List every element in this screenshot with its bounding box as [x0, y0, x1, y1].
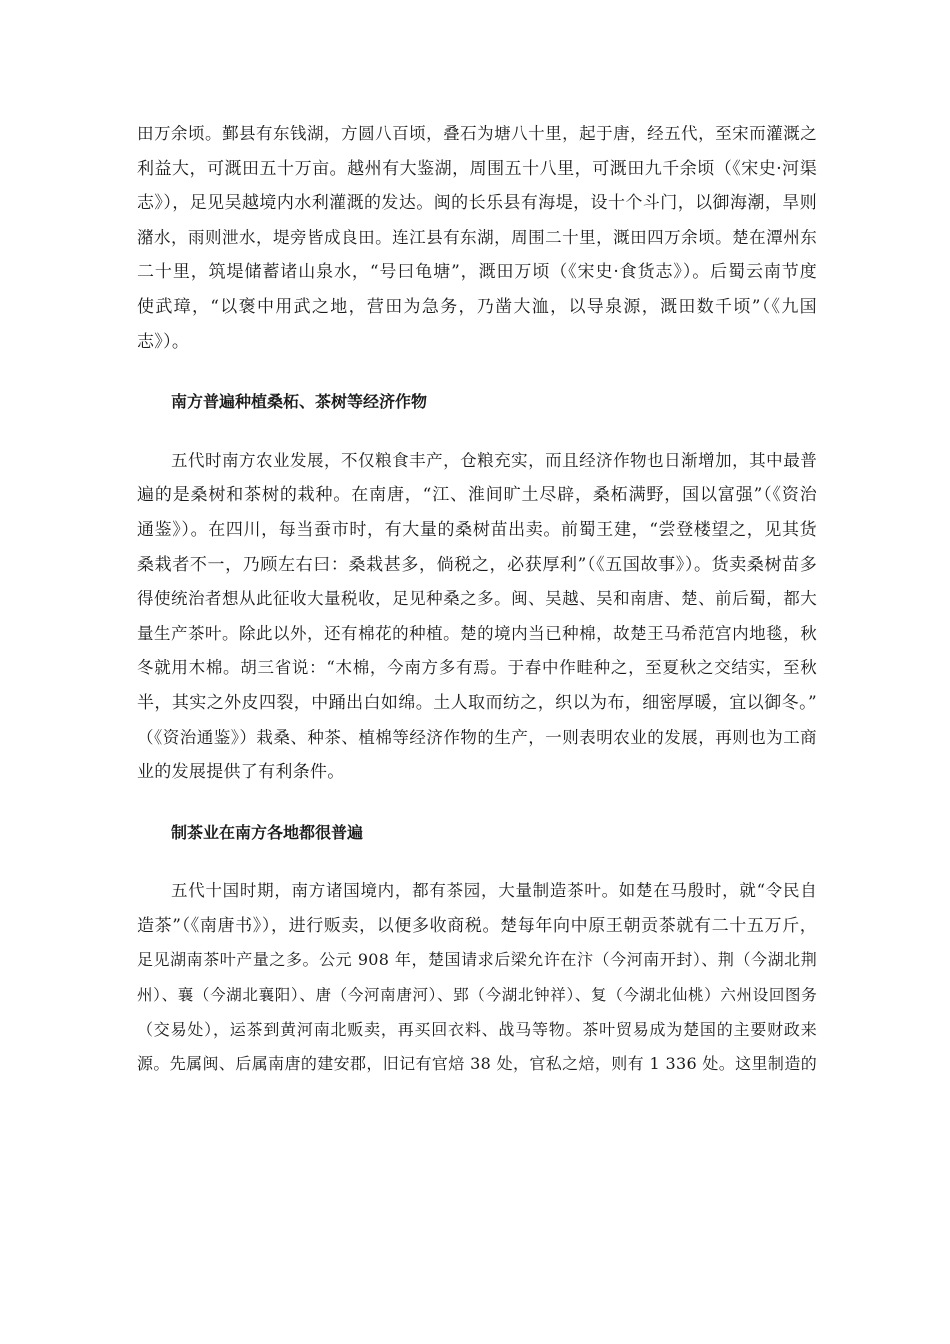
- text-line: 五代十国时期，南方诸国境内，都有茶园，大量制造茶叶。如楚在马殷时，就“令民自: [171, 881, 817, 901]
- text-line: 志》）。: [137, 331, 190, 352]
- text-line: 得使统治者想从此征收大量税收，足见种桑之多。闽、吴越、吴和南唐、楚、前后蜀，都大: [137, 589, 817, 609]
- text-line: 造茶”（《南唐书》），进行贩卖，以便多收商税。楚每年向中原王朝贡茶就有二十五万斤，: [137, 915, 817, 936]
- text-line: 源。先属闽、后属南唐的建安郡，旧记有官焙 38 处，官私之焙，则有 1 336 处。这里制造的: [137, 1054, 817, 1074]
- text-line: 业的发展提供了有利条件。: [137, 762, 345, 783]
- section-heading-cash-crops: 南方普遍种植桑柘、茶树等经济作物: [171, 392, 428, 412]
- text-line: 遍的是桑树和茶树的栽种。在南唐，“江、淮间旷土尽辟，桑柘满野，国以富强”（《资治: [137, 485, 817, 506]
- text-line: 二十里，筑堤储蓄诸山泉水，“号曰龟塘”，溉田万顷（《宋史·食货志》）。后蜀云南节度: [137, 262, 817, 283]
- paragraph-tea-industry: [137, 874, 817, 1082]
- text-line: （《资治通鉴》）栽桑、种茶、植棉等经济作物的生产，一则表明农业的发展，再则也为工商: [137, 727, 817, 747]
- section-heading-tea-industry: 制茶业在南方各地都很普遍: [171, 822, 364, 842]
- text-line: 半，其实之外皮四裂，中踊出白如绵。土人取而纺之，织以为布，细密厚暖，宜以御冬。”: [137, 692, 817, 713]
- text-line: 通鉴》）。在四川，每当蚕市时，有大量的桑树苗出卖。前蜀王建，“尝登楼望之，见其货: [137, 519, 817, 540]
- paragraph-irrigation: [137, 117, 817, 359]
- text-line: 使武璋，“以褒中用武之地，营田为急务，乃凿大洫，以导泉源，溉田数千顷”（《九国: [137, 296, 817, 317]
- text-line: 州）、襄（今湖北襄阳）、唐（今河南唐河）、郢（今湖北钟祥）、复（今湖北仙桃）六州设回图务: [137, 986, 817, 1005]
- text-line: 冬就用木棉。胡三省说：“木棉，今南方多有焉。于春中作畦种之，至夏秋之交结实，至秋: [137, 658, 817, 678]
- text-line: 田万余顷。鄞县有东钱湖，方圆八百顷，叠石为塘八十里，起于唐，经五代，至宋而灌溉之: [137, 124, 817, 143]
- text-line: 量生产茶叶。除此以外，还有棉花的种植。楚的境内当已种棉，故楚王马希范宫内地毯，秋: [137, 623, 817, 643]
- document-page: [137, 117, 817, 1082]
- text-line: 桑栽者不一，乃顾左右曰：桑栽甚多，倘税之，必获厚利”（《五国故事》）。货卖桑树苗多: [137, 554, 817, 575]
- text-line: （交易处），运茶到黄河南北贩卖，再买回衣料、战马等物。茶叶贸易成为楚国的主要财政来: [137, 1019, 817, 1039]
- paragraph-cash-crops: [137, 444, 817, 790]
- text-line: 足见湖南茶叶产量之多。公元 908 年，楚国请求后梁允许在汴（今河南开封）、荆（今湖北荆: [137, 950, 817, 970]
- text-line: 志》），足见吴越境内水利灌溉的发达。闽的长乐县有海堤，设十个斗门，以御海潮，旱则: [137, 193, 817, 214]
- text-line: 潴水，雨则泄水，堤旁皆成良田。连江县有东湖，周围二十里，溉田四万余顷。楚在潭州东: [137, 227, 817, 247]
- text-line: 利益大，可溉田五十万亩。越州有大鉴湖，周围五十八里，可溉田九千余顷（《宋史·河渠: [137, 158, 817, 179]
- text-line: 五代时南方农业发展，不仅粮食丰产，仓粮充实，而且经济作物也日渐增加，其中最普: [171, 450, 817, 470]
